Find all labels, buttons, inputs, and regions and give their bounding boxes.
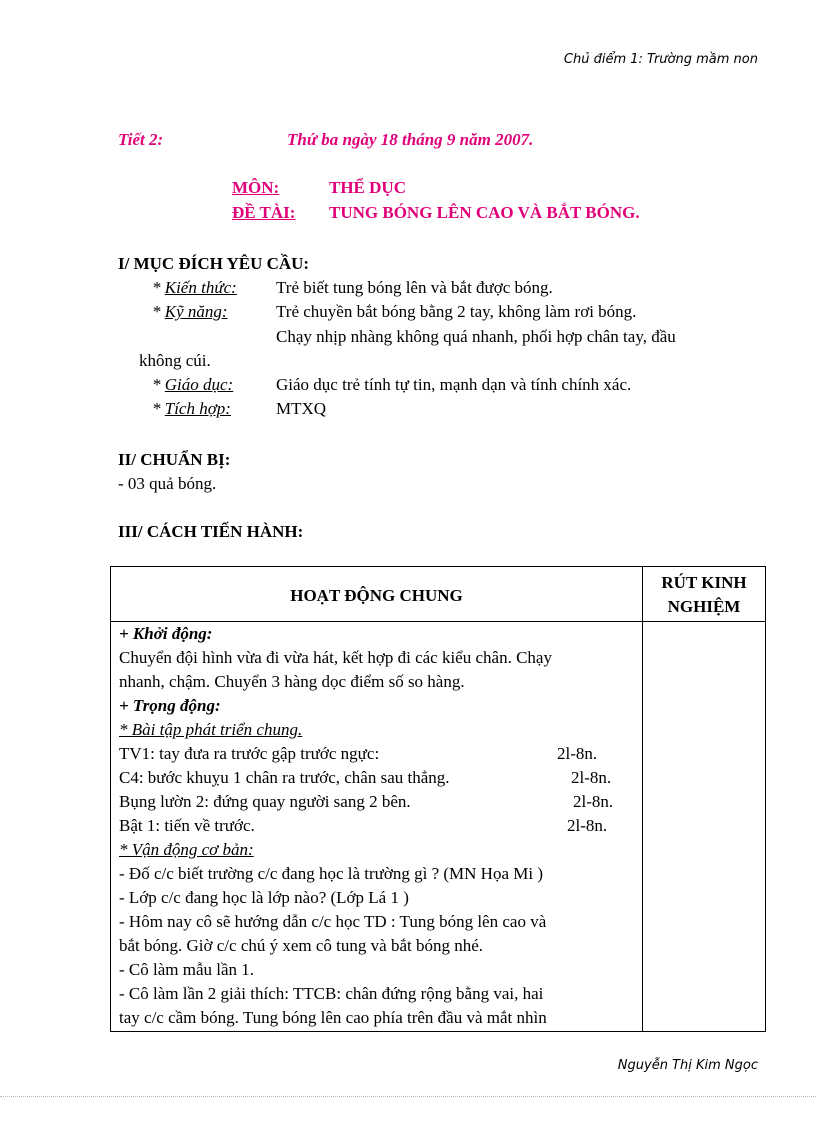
activity-table: [110, 566, 766, 1032]
star: *: [152, 375, 161, 394]
col1-header: HOẠT ĐỘNG CHUNG: [290, 586, 463, 605]
table-line-text: * Vận động cơ bản:: [119, 840, 254, 859]
table-line: - Cô làm mẫu lần 1.: [119, 960, 255, 979]
section2-title: II/ CHUẨN BỊ:: [118, 450, 231, 469]
rep-count: 2l-8n.: [557, 744, 598, 763]
star: *: [152, 399, 161, 418]
lesson-period: Tiết 2:: [118, 130, 164, 149]
table-line: - Lớp c/c đang học là lớp nào? (Lớp Lá 1 ): [119, 888, 409, 907]
table-line: + Trọng động:: [119, 696, 221, 715]
table-header-divider: [111, 621, 765, 622]
mon-label: MÔN:: [232, 178, 280, 197]
de-tai-label: ĐỀ TÀI:: [232, 203, 296, 222]
page-bottom-divider: [0, 1096, 816, 1097]
table-line: Bụng lườn 2: đứng quay người sang 2 bên.: [119, 792, 411, 811]
table-line: nhanh, chậm. Chuyển 3 hàng dọc điểm số so hàng.: [119, 672, 465, 691]
table-line: [119, 720, 302, 740]
table-line: tay c/c cầm bóng. Tung bóng lên cao phía trên đầu và mắt nhìn: [119, 1008, 547, 1027]
table-line: + Khởi động:: [119, 624, 213, 643]
section3-title: III/ CÁCH TIẾN HÀNH:: [118, 522, 304, 541]
rep-count: 2l-8n.: [571, 768, 612, 787]
footer-author: Nguyễn Thị Kim Ngọc: [617, 1058, 758, 1073]
ky-nang-text1: Trẻ chuyền bắt bóng bằng 2 tay, không làm rơi bóng.: [276, 302, 637, 321]
rep-count: 2l-8n.: [567, 816, 608, 835]
section2-item1: - 03 quả bóng.: [118, 474, 217, 493]
tich-hop-label-text: Tích hợp:: [164, 399, 231, 418]
table-line: bắt bóng. Giờ c/c chú ý xem cô tung và bắt bóng nhé.: [119, 936, 484, 955]
col2-header-line1: RÚT KINH: [661, 573, 747, 592]
mon-value: THỂ DỤC: [329, 178, 406, 197]
section1-title: I/ MỤC ĐÍCH YÊU CẦU:: [118, 254, 310, 273]
table-line: Chuyển đội hình vừa đi vừa hát, kết hợp đi các kiểu chân. Chạy: [119, 648, 552, 667]
kien-thuc-label: [152, 278, 237, 298]
kien-thuc-text: Trẻ biết tung bóng lên và bắt được bóng.: [276, 278, 553, 297]
giao-duc-label: [152, 375, 233, 395]
header-topic: Chủ điểm 1: Trường mầm non: [563, 52, 758, 67]
tich-hop-text: MTXQ: [276, 399, 327, 418]
de-tai-value: TUNG BÓNG LÊN CAO VÀ BẮT BÓNG.: [329, 203, 640, 222]
table-line: Bật 1: tiến về trước.: [119, 816, 255, 835]
ky-nang-label-text: Kỹ năng:: [164, 302, 228, 321]
table-line: C4: bước khuỵu 1 chân ra trước, chân sau thẳng.: [119, 768, 450, 787]
table-line-text: * Bài tập phát triển chung.: [119, 720, 303, 739]
tich-hop-label: [152, 399, 231, 419]
table-line: [119, 840, 254, 860]
rep-count: 2l-8n.: [573, 792, 614, 811]
ky-nang-text3: không cúi.: [139, 351, 211, 370]
table-line: TV1: tay đưa ra trước gập trước ngực:: [119, 744, 380, 763]
table-column-divider: [642, 567, 643, 1031]
giao-duc-text: Giáo dục trẻ tính tự tin, mạnh dạn và tính chính xác.: [276, 375, 632, 394]
star: *: [152, 302, 161, 321]
table-line: - Đố c/c biết trường c/c đang học là trường gì ? (MN Họa Mi ): [119, 864, 543, 883]
col2-header-line2: NGHIỆM: [667, 597, 741, 616]
giao-duc-label-text: Giáo dục:: [164, 375, 234, 394]
kien-thuc-label-text: Kiến thức:: [164, 278, 237, 297]
ky-nang-label: [152, 302, 228, 322]
table-line: - Hôm nay cô sẽ hướng dẫn c/c học TD : Tung bóng lên cao và: [119, 912, 547, 931]
ky-nang-text2: Chạy nhịp nhàng không quá nhanh, phối hợp chân tay, đầu: [276, 327, 676, 346]
lesson-date: Thứ ba ngày 18 tháng 9 năm 2007.: [287, 130, 534, 149]
star: *: [152, 278, 161, 297]
table-line: - Cô làm lần 2 giải thích: TTCB: chân đứng rộng bằng vai, hai: [119, 984, 544, 1003]
